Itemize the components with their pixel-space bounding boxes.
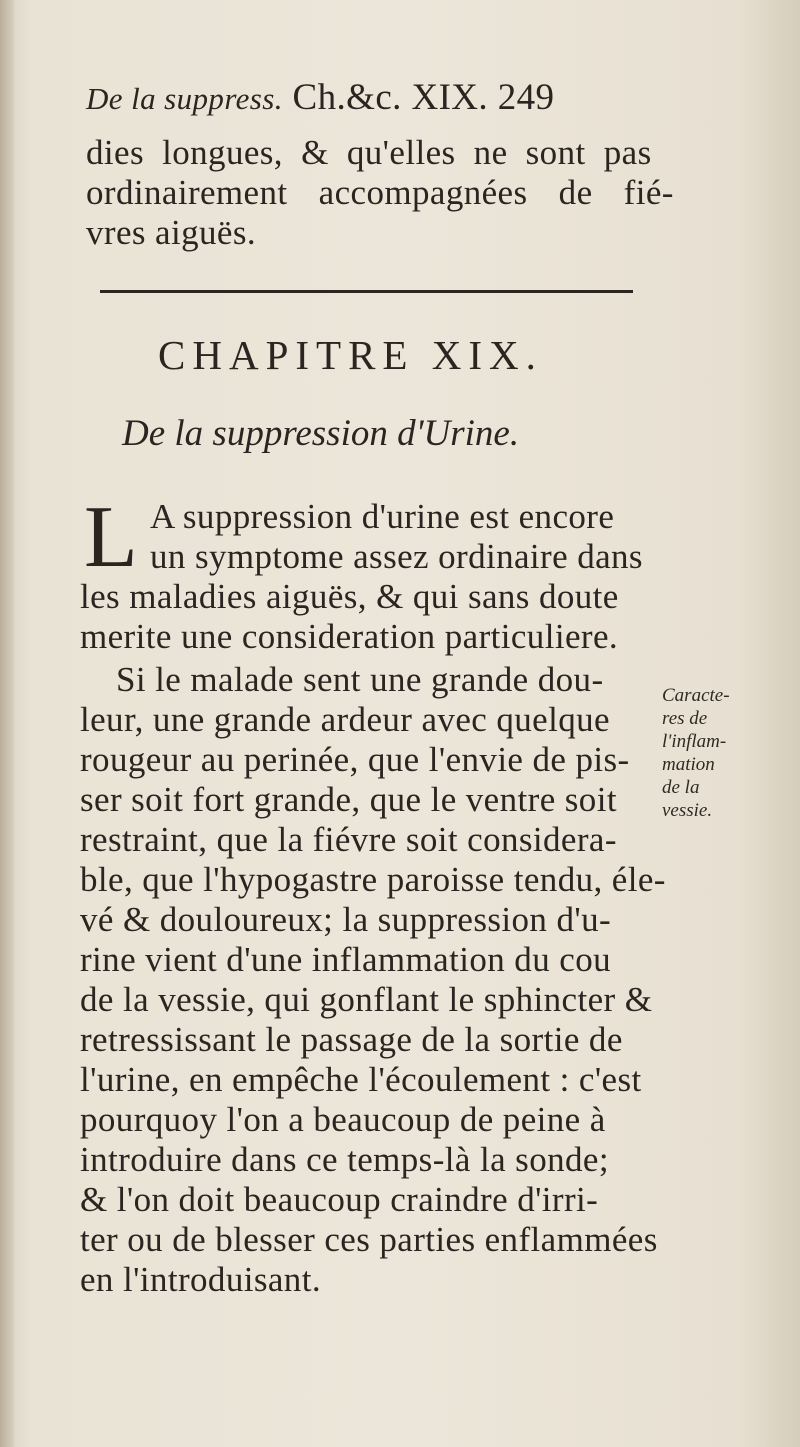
paragraph-line: A suppression d'urine est encore [150,497,615,536]
paragraph-line: l'urine, en empêche l'écoulement : c'est [80,1060,642,1099]
paragraph-line: merite une consideration particuliere. [80,617,619,656]
margin-note [662,684,772,822]
paragraph-line: ter ou de blesser ces parties enflammées [80,1220,658,1259]
margin-note-line: de la [662,777,700,798]
margin-note-line: res de [662,708,708,729]
drop-cap: L [84,489,138,586]
paragraph-line: pourquoy l'on a beaucoup de peine à [80,1100,606,1139]
paragraph-line: de la vessie, qui gonflant le sphincter & [80,980,653,1019]
chapter-title: CHAPITRE XIX. [158,332,543,378]
margin-note-line: mation [662,754,715,775]
chapter-reference: Ch.&c. XIX. [292,77,489,118]
paragraph-line: un symptome assez ordinaire dans [150,537,643,576]
paragraph-line: en l'introduisant. [80,1260,321,1299]
margin-note-line: vessie. [662,800,713,821]
paragraph-line: vé & douloureux; la suppression d'u- [80,900,612,939]
paragraph-line: rougeur au perinée, que l'envie de pis- [80,740,630,779]
paragraph-line: & l'on doit beaucoup craindre d'irri- [80,1180,599,1219]
carryover-line: vres aiguës. [86,213,257,252]
paragraph-line: introduire dans ce temps-là la sonde; [80,1140,609,1179]
running-header [86,78,554,119]
paragraph-line: les maladies aiguës, & qui sans doute [80,577,619,616]
paragraph-line: ser soit fort grande, que le ventre soit [80,780,617,819]
running-title: De la suppress. [86,81,283,116]
paragraph-line: leur, une grande ardeur avec quelque [80,700,610,739]
margin-note-line: Caracte- [662,685,730,706]
paragraph-line: rine vient d'une inflammation du cou [80,940,611,979]
carryover-line: ordinairement accompagnées de fié- [86,173,674,212]
carryover-line: dies longues, & qu'elles ne sont pas [86,133,652,172]
margin-note-line: l'inflam- [662,731,727,752]
paragraph-line: Si le malade sent une grande dou- [116,660,604,699]
paragraph-line: restraint, que la fiévre soit considera- [80,820,617,859]
paragraph-line: retressissant le passage de la sortie de [80,1020,623,1059]
page-number: 249 [497,77,555,118]
paragraph-line: ble, que l'hypogastre paroisse tendu, éle- [80,860,666,899]
page-gutter [0,0,14,1447]
chapter-subtitle: De la suppression d'Urine. [122,413,520,454]
section-divider [100,290,633,293]
